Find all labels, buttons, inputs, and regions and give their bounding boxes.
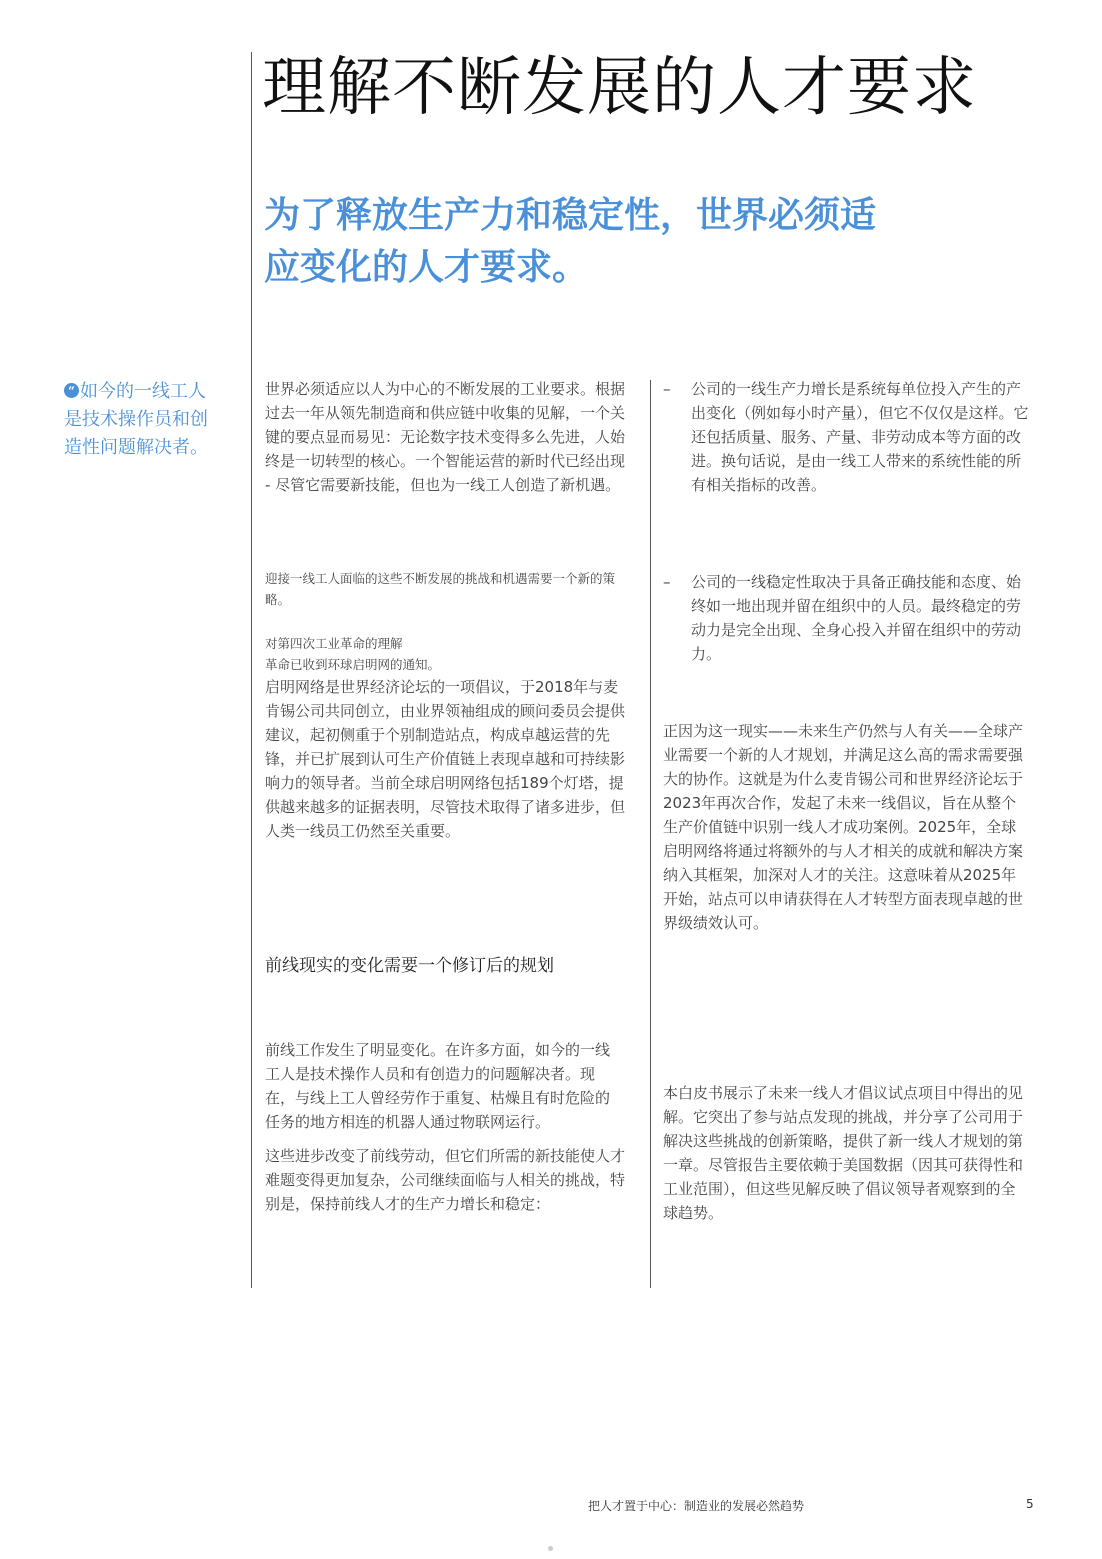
frontline-block: [265, 1038, 626, 1216]
bullet-item: [663, 377, 1031, 497]
frontline-paragraph: 前线工作发生了明显变化。在许多方面，如今的一线工人是技术操作人员和有创造力的问题解决者。现在，与线上工人曾经劳作于重复、枯燥且有时危险的任务的地方相连的机器人通过物联网运行。: [265, 1041, 611, 1131]
bullet-item: [663, 570, 1031, 666]
intro-paragraph: 世界必须适应以人为中心的不断发展的工业要求。根据过去一年从领先制造商和供应链中收集的见解，一个关键的要点显而易见：无论数字技术变得多么先进，人始终是一切转型的核心。一个智能运营的新时代已经出现 - 尽管它需要新技能，但也为一线工人创造了新机遇。: [265, 380, 626, 494]
notice-line: 革命已收到环球启明网的通知。: [265, 657, 441, 672]
bullet-marker: –: [663, 573, 671, 591]
subheading-block: [265, 951, 575, 981]
whitepaper-block: [663, 1081, 1027, 1225]
strategy-note-block: [265, 568, 633, 610]
left-margin-rule: [251, 52, 252, 1288]
challenges-paragraph: 这些进步改变了前线劳动，但它们所需的新技能使人才难题变得更加复杂，公司继续面临与人相关的挑战，特别是，保持前线人才的生产力增长和稳定：: [265, 1147, 626, 1213]
footer-title: 把人才置于中心：制造业的发展必然趋势: [588, 1499, 805, 1513]
whitepaper-paragraph: 本白皮书展示了未来一线人才倡议试点项目中得出的见解。它突出了参与站点发现的挑战，并分享了公司用于解决这些挑战的创新策略，提供了新一线人才规划的第一章。尽管报告主要依赖于美国数据（因其可获得性和工业范围），但这些见解反映了倡议领导者观察到的全球趋势。: [663, 1084, 1024, 1222]
reality-paragraph: 正因为这一现实——未来生产仍然与人有关——全球产业需要一个新的人才规划，并满足这么高的需求需要强大的协作。这就是为什么麦肯锡公司和世界经济论坛于2023年再次合作，发起了未来一线倡议，旨在从整个生产价值链中识别一线人才成功案例。2025年，全球启明网络将通过将额外的与人才相关的成就和解决方案纳入其框架，加深对人才的关注。这意味着从2025年开始，站点可以申请获得在人才转型方面表现卓越的世界级绩效认可。: [663, 722, 1024, 932]
page-title: 理解不断发展的人才要求: [262, 51, 977, 125]
page-indicator-dot: [548, 1546, 553, 1551]
section-subheading: 前线现实的变化需要一个修订后的规划: [265, 956, 554, 976]
quote-icon: “: [64, 383, 79, 398]
page-subtitle: 为了释放生产力和稳定性，世界必须适应变化的人才要求。: [264, 195, 877, 288]
strategy-note: 迎接一线工人面临的这些不断发展的挑战和机遇需要一个新的策略。: [265, 571, 616, 607]
pull-quote: [64, 378, 214, 462]
reality-block: [663, 719, 1027, 935]
page-number: 5: [1026, 1497, 1034, 1511]
column-divider-rule: [650, 380, 651, 1288]
understanding-heading: 对第四次工业革命的理解: [265, 636, 403, 651]
understanding-block: [265, 633, 633, 843]
bullet-text: 公司的一线稳定性取决于具备正确技能和态度、始终如一地出现并留在组织中的人员。最终稳定的劳动力是完全出现、全身心投入并留在组织中的劳动力。: [691, 573, 1022, 663]
left-column: [265, 377, 633, 497]
bullet-marker: –: [663, 380, 671, 398]
bullet-text: 公司的一线生产力增长是系统每单位投入产生的产出变化（例如每小时产量），但它不仅仅是这样。它还包括质量、服务、产量、非劳动成本等方面的改进。换句话说，是由一线工人带来的系统性能的所有相关指标的改善。: [691, 380, 1029, 494]
pull-quote-text: 如今的一线工人是技术操作员和创造性问题解决者。: [64, 381, 208, 458]
network-paragraph: 启明网络是世界经济论坛的一项倡议，于2018年与麦肯锡公司共同创立，由业界领袖组成的顾问委员会提供建议，起初侧重于个别制造站点，构成卓越运营的先锋，并已扩展到认可生产价值链上表现卓越和可持续影响力的领导者。当前全球启明网络包括189个灯塔，提供越来越多的证据表明，尽管技术取得了诸多进步，但人类一线员工仍然至关重要。: [265, 678, 626, 840]
